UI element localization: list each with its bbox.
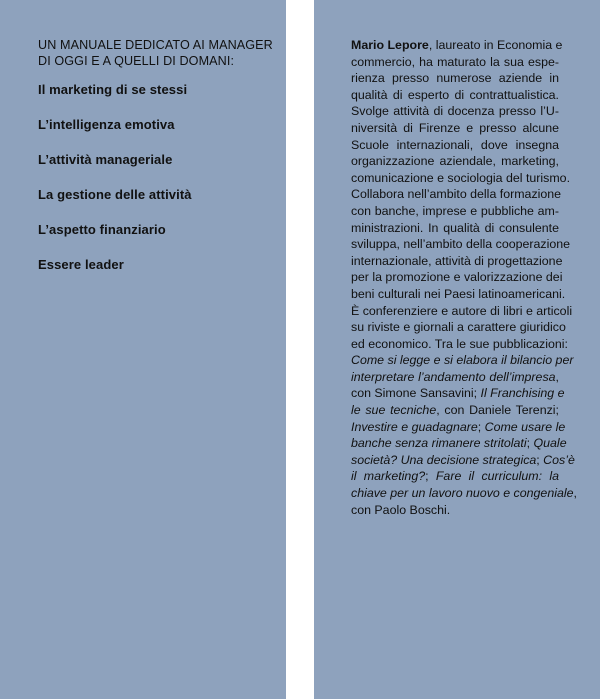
bio-line: le sue tecniche, con Daniele Terenzi;	[351, 403, 559, 418]
intro-line: DI OGGI E A QUELLI DI DOMANI:	[38, 54, 235, 68]
publication-title: Quale	[533, 436, 567, 451]
bio-line: ed economico. Tra le sue pubblicazioni:	[351, 336, 568, 351]
publication-title: banche senza rimanere stritolati	[351, 436, 527, 451]
bio-line: beni culturali nei Paesi latinoamericani.	[351, 286, 566, 301]
bio-line	[351, 352, 574, 369]
publication-title: chiave per un lavoro nuovo e congeniale	[351, 486, 574, 501]
bio-line: rienza presso numerose aziende in	[351, 71, 559, 86]
topic-item: La gestione delle attività	[38, 187, 192, 202]
bio-line: internazionale, attività di progettazione	[351, 253, 563, 268]
topics-list	[38, 80, 192, 290]
bio-line: Mario Lepore, laureato in Economia e	[351, 38, 563, 52]
bio-line: organizzazione aziendale, marketing,	[351, 154, 559, 169]
author-bio	[351, 37, 577, 518]
publication-title: Come si legge e si elabora il bilancio per	[351, 353, 574, 368]
bio-line: con Simone Sansavini; Il Franchising e	[351, 386, 565, 401]
bio-line: per la promozione e valorizzazione dei	[351, 270, 563, 285]
bio-line: società? Una decisione strategica; Cos’è	[351, 452, 575, 467]
publication-title: Fare il curriculum: la	[435, 469, 559, 484]
publication-title: le sue tecniche	[351, 403, 437, 418]
bio-line: interpretare l’andamento dell’impresa,	[351, 369, 559, 384]
topic-item: Essere leader	[38, 257, 124, 272]
publication-title: Cos’è	[543, 452, 575, 467]
topic-item: Il marketing di se stessi	[38, 82, 188, 97]
bio-line: ministrazioni. In qualità di consulente	[351, 220, 559, 235]
bio-line: chiave per un lavoro nuovo e congeniale,	[351, 486, 577, 501]
bio-line: banche senza rimanere stritolati; Quale	[351, 436, 567, 451]
publication-title: Investire e guadagnare	[351, 419, 478, 434]
intro-text	[38, 37, 278, 69]
bio-line: comunicazione e sociologia del turismo.	[351, 170, 571, 185]
bio-line: qualità di esperto di contrattualistica.	[351, 87, 559, 102]
bio-line: con banche, imprese e pubbliche am-	[351, 203, 559, 218]
bio-line: È conferenziere e autore di libri e articoli	[351, 303, 573, 318]
bio-line: Collabora nell’ambito della formazione	[351, 187, 562, 202]
bio-line: Investire e guadagnare; Come usare le	[351, 419, 566, 434]
author-name: Mario Lepore	[351, 38, 429, 52]
bio-line: Svolge attività di docenza presso l’U-	[351, 104, 559, 119]
topic-item: L’aspetto finanziario	[38, 222, 166, 237]
publication-title: Il Franchising e	[480, 386, 565, 401]
publication-title: Come usare le	[484, 419, 566, 434]
bio-line: niversità di Firenze e presso alcune	[351, 120, 559, 135]
bio-line: con Paolo Boschi.	[351, 502, 451, 517]
bio-line: il marketing?; Fare il curriculum: la	[351, 469, 559, 484]
bio-line: sviluppa, nell’ambito della cooperazione	[351, 237, 571, 252]
topic-item: L’intelligenza emotiva	[38, 117, 175, 132]
bio-line: Scuole internazionali, dove insegna	[351, 137, 559, 152]
intro-line: UN MANUALE DEDICATO AI MANAGER	[38, 38, 273, 52]
bio-line: su riviste e giornali a carattere giuridico	[351, 320, 566, 335]
topic-item: L’attività manageriale	[38, 152, 173, 167]
publication-title: il marketing?	[351, 469, 426, 484]
bio-line: commercio, ha maturato la sua espe-	[351, 54, 559, 69]
publication-title: società? Una decisione strategica	[351, 452, 537, 467]
publication-title: interpretare l’andamento dell’impresa	[351, 369, 556, 384]
